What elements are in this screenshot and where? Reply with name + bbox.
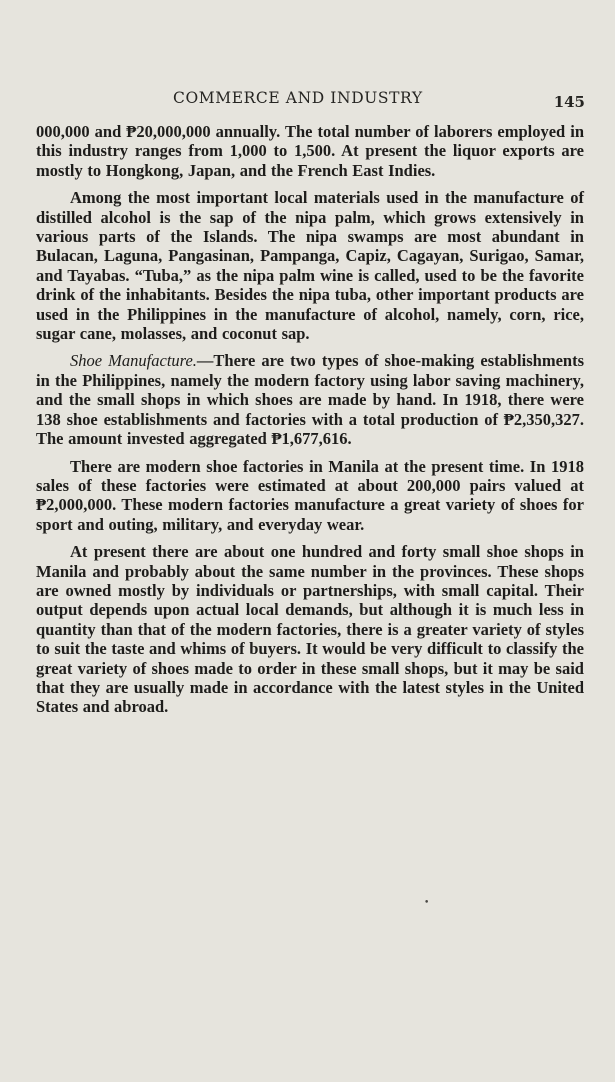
- body-text: [36, 122, 584, 725]
- running-head: COMMERCE AND INDUSTRY: [173, 89, 423, 107]
- page-header: [38, 85, 585, 111]
- page-number: 145: [553, 93, 585, 111]
- paragraph-text: —There are two types of shoe-making establishments in the Philippines, namely the modern factory using labor saving machinery, and the small shops in which shoes are made by hand. In 1918, there were 138 shoe establishments and factories with a total production of ₱2,350,327. The amount invested aggregated ₱1,677,616.: [36, 351, 584, 449]
- paragraph: [36, 188, 584, 343]
- end-mark: •: [424, 898, 430, 908]
- paragraph-continuation: [36, 122, 584, 180]
- paragraph-text: Among the most important local materials used in the manufacture of distilled alcohol is the sap of the nipa palm, which grows extensively in various parts of the Islands. The nipa swamps are most abundant in Bulacan, Laguna, Pangasinan, Pampanga, Capiz, Cagayan, Surigao, Samar, and Tayabas. “Tuba,” as the nipa palm wine is called, used to be the favorite drink of the inhabitants. Besides the nipa tuba, other important products are used in the Philippines in the manufacture of alcohol, namely, corn, rice, sugar cane, molasses, and coconut sap.: [36, 188, 584, 344]
- paragraph-text: There are modern shoe factories in Manila at the present time. In 1918 sales of these factories were estimated at about 200,000 pairs valued at ₱2,000,000. These modern factories manufacture a great variety of shoes for sport and outing, military, and everyday wear.: [36, 456, 584, 534]
- paragraph: [36, 457, 584, 535]
- section-title: Shoe Manufacture.: [70, 351, 197, 371]
- paragraph: [36, 542, 584, 717]
- paragraph-shoe-manufacture: [36, 351, 584, 448]
- paragraph-text: 000,000 and ₱20,000,000 annually. The total number of laborers employed in this industry ranges from 1,000 to 1,500. At present the liquor exports are mostly to Hongkong, Japan, and the French East Indies.: [36, 122, 584, 180]
- paragraph-text: At present there are about one hundred and forty small shoe shops in Manila and probably about the same number in the provinces. These shops are owned mostly by individuals or partnerships, with small capital. Their output depends upon actual local demands, but although it is much less in quantity than that of the modern factories, there is a greater variety of styles to suit the taste and whims of buyers. It would be very difficult to classify the great variety of shoes made to order in these small shops, but it may be said that they are usually made in accordance with the latest styles in the United States and abroad.: [36, 542, 584, 717]
